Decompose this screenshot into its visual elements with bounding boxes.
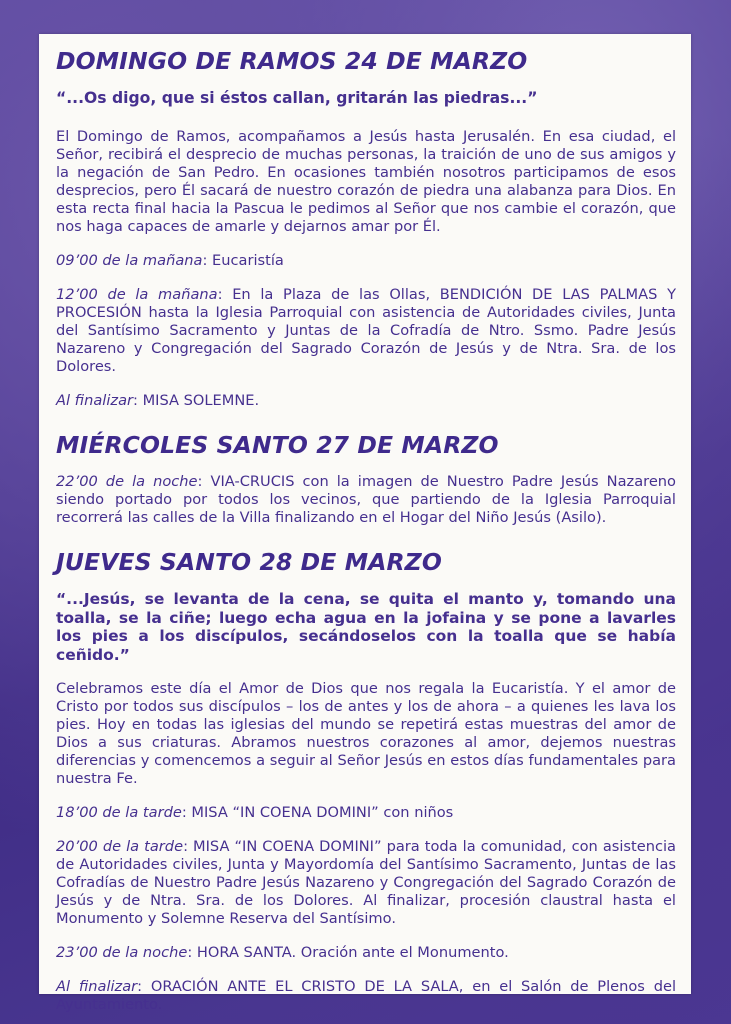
- event-row: [56, 838, 676, 928]
- event-time: 23’00 de la noche: [56, 944, 188, 961]
- event-text: : ORACIÓN ANTE EL CRISTO DE LA SALA, en el Salón de Plenos del Ayuntamiento.: [56, 978, 676, 1013]
- event-time: 22’00 de la noche: [56, 473, 198, 490]
- event-row: [56, 804, 676, 822]
- page-panel: [39, 34, 691, 1013]
- event-row: [56, 392, 676, 410]
- heading-jueves-santo: JUEVES SANTO 28 DE MARZO: [56, 548, 442, 576]
- event-row: [56, 286, 676, 376]
- event-text: : MISA “IN COENA DOMINI” para toda la comunidad, con asistencia de Autoridades civiles, Junta y Mayordomía del Santísimo Sacramento, Juntas de las Cofradías de Nuestro Padre Jesús Nazareno y Congregación del Sagrado Corazón de Jesús y de Ntra. Sra. de los Dolores. Al finalizar, procesión claustral hasta el Monumento y Solemne Reserva del Santísimo.: [56, 838, 677, 927]
- event-text: : MISA SOLEMNE.: [133, 392, 260, 409]
- event-time: 18’00 de la tarde: [56, 804, 182, 821]
- event-row: [56, 473, 676, 527]
- event-row: [56, 944, 676, 962]
- event-time: 20’00 de la tarde: [56, 838, 184, 855]
- intro-domingo-ramos: El Domingo de Ramos, acompañamos a Jesús hasta Jerusalén. En esa ciudad, el Señor, recibirá el desprecio de muchas personas, la traición de uno de sus amigos y la negación de San Pedro. En ocasiones también nosotros participamos de esos desprecios, pero Él sacará de nuestro corazón de piedra una alabanza para Dios. En esta recta final hacia la Pascua le pedimos al Señor que nos cambie el corazón, que nos haga capaces de amarle y dejarnos amar por Él.: [56, 128, 676, 235]
- event-text: : En la Plaza de las Ollas, BENDICIÓN DE LAS PALMAS Y PROCESIÓN hasta la Iglesia Parroquial con asistencia de Autoridades civiles, Junta del Santísimo Sacramento y Juntas de la Cofradía de Ntro. Ssmo. Padre Jesús Nazareno y Congregación del Sagrado Corazón de Jesús y de Ntra. Sra. de los Dolores.: [56, 286, 676, 375]
- event-time: 12’00 de la mañana: [56, 286, 218, 303]
- event-text: : HORA SANTA. Oración ante el Monumento.: [187, 944, 509, 961]
- event-row: [56, 978, 676, 1014]
- event-time: 09’00 de la mañana: [56, 252, 203, 269]
- event-time: Al finalizar: [56, 978, 138, 995]
- intro-jueves-santo: Celebramos este día el Amor de Dios que nos regala la Eucaristía. Y el amor de Cristo por todos sus discípulos – los de antes y los de ahora – a quienes les lava los pies. Hoy en todas las iglesias del mundo se repetirá estas muestras del amor de Dios a sus criaturas. Abramos nuestros corazones al amor, dejemos nuestras diferencias y comencemos a seguir al Señor Jesús en estos días fundamentales para nuestra Fe.: [56, 680, 676, 787]
- event-text: : VIA-CRUCIS con la imagen de Nuestro Padre Jesús Nazareno siendo portado por todos los vecinos, que partiendo de la Iglesia Parroquial recorrerá las calles de la Villa finalizando en el Hogar del Niño Jesús (Asilo).: [56, 473, 676, 526]
- heading-miercoles-santo: MIÉRCOLES SANTO 27 DE MARZO: [56, 431, 499, 459]
- quote-domingo-ramos: “...Os digo, que si éstos callan, gritarán las piedras...”: [56, 89, 538, 107]
- page-content: [56, 46, 676, 1014]
- event-row: [56, 252, 676, 270]
- event-text: : MISA “IN COENA DOMINI” con niños: [181, 804, 454, 821]
- quote-jueves-santo: “...Jesús, se levanta de la cena, se quita el manto y, tomando una toalla, se la ciñe; luego echa agua en la jofaina y se pone a lavarles los pies a los discípulos, secándoselos con la toalla que se había ceñido.”: [56, 590, 676, 664]
- event-time: Al finalizar: [56, 392, 134, 409]
- heading-domingo-ramos: DOMINGO DE RAMOS 24 DE MARZO: [56, 47, 528, 75]
- event-text: : Eucaristía: [202, 252, 284, 269]
